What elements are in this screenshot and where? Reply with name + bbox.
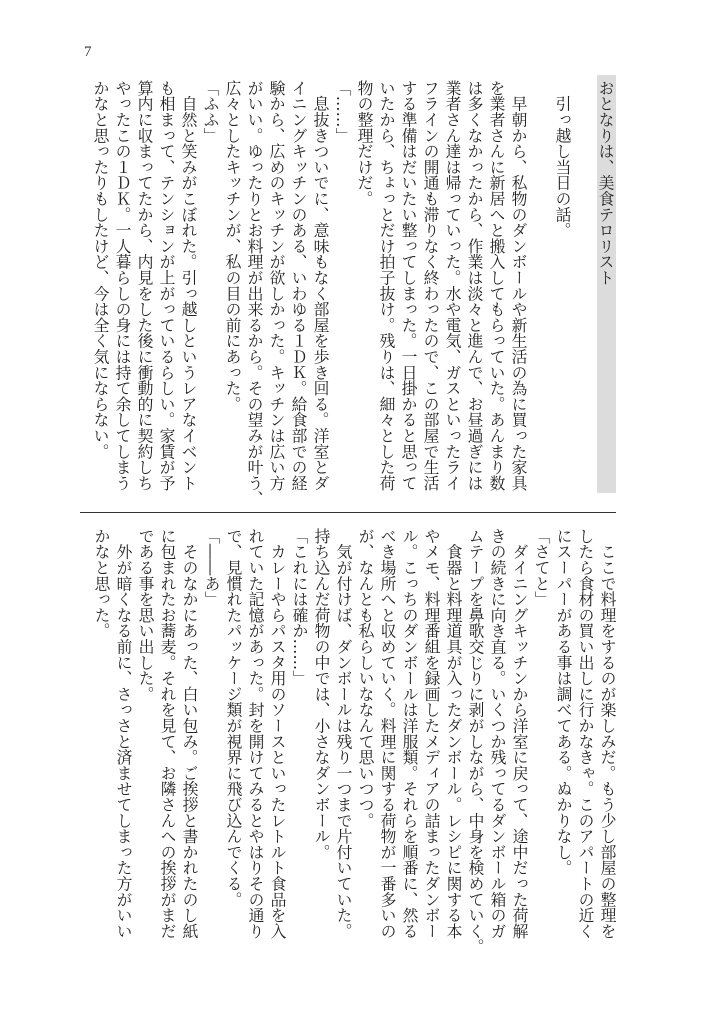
- text-column: やったこの１ＤＫ。一人暮らしの身には持て余してしまう: [113, 80, 132, 491]
- upper-text-block: [89, 80, 618, 507]
- text-column: べき場所へと収めていく。料理に関する荷物が一番多いの: [378, 528, 397, 939]
- page-number: 7: [84, 44, 92, 60]
- section-divider: [80, 512, 616, 513]
- blank-line: [529, 80, 551, 495]
- text-column: する準備はだいたい整ってしまった。一日掛かると思って: [399, 80, 418, 491]
- running-header: おとなりは、美食テロリスト: [597, 75, 616, 493]
- text-column: 早朝から、私物のダンボールや新生活の為に買った家具: [509, 80, 528, 491]
- text-column: 広々としたキッチンが、私の目の前にあった。: [223, 80, 242, 412]
- text-column: 持ち込んだ荷物の中では、小さなダンボール。: [312, 528, 331, 860]
- text-column: がいい。ゆったりとお料理が出来るから。その望みが叶う、: [245, 80, 264, 507]
- text-column: である事を思い出した。: [136, 528, 155, 702]
- text-column: イニングキッチンのある、いわゆる１ＤＫ。給食部での経: [289, 80, 308, 491]
- text-column: ダイニングキッチンから洋室に戻って、途中だった荷解: [510, 528, 529, 939]
- text-column: 験から、広めのキッチンが欲しかった。キッチンは広い方: [267, 80, 286, 491]
- text-column: で、見慣れたパッケージ類が視界に飛び込んでくる。: [224, 528, 243, 908]
- header-spacer: [573, 80, 595, 495]
- text-column: 外が暗くなる前に、さっさと済ませてしまった方がいい: [114, 528, 133, 939]
- text-column: 業者さん達は帰っていった。水や電気、ガスといったライ: [443, 80, 462, 491]
- text-column: 「さてと」: [532, 528, 551, 607]
- text-column: きの続きに向き直る。いくつか残ってるダンボール箱のガ: [488, 528, 507, 939]
- text-column: 気が付けば、ダンボールは残り一つまで片付いていた。: [334, 528, 353, 939]
- text-column: 物の整理だけだ。: [355, 80, 374, 207]
- text-column: れていた記憶があった。封を開けてみるとやはりその通り: [246, 528, 265, 939]
- text-column: を業者さんに新居へと搬入してもらっていた。あんまり数: [487, 80, 506, 491]
- lower-text-block: [90, 528, 618, 958]
- text-column: 「ふふ」: [201, 80, 220, 144]
- text-column: かなと思った。: [92, 528, 111, 639]
- text-column: ここで料理をするのが楽しみだ。もう少し部屋の整理を: [598, 528, 617, 939]
- text-column: カレーやらパスタ用のソースといったレトルト食品を入: [268, 528, 287, 939]
- text-column: したら食材の買い出しに行かなきゃ。このアパートの近く: [576, 528, 595, 939]
- text-column: いたから、ちょっとだけ拍子抜け。残りは、細々とした荷: [377, 80, 396, 491]
- text-column: にスーパーがある事は調べてある。ぬかりなし。: [554, 528, 573, 876]
- text-column: フラインの開通も滞りなく終わったので、この部屋で生活: [421, 80, 440, 491]
- text-column: ムテープを鼻歌交じりに剥がしながら、中身を検めていく。: [466, 528, 485, 955]
- text-column: 「――あ」: [202, 528, 221, 607]
- text-column: 自然と笑みがこぼれた。引っ越しというレアなイベント: [179, 80, 198, 491]
- text-column: に包まれたお蕎麦。それを見て、お隣さんへの挨拶がまだ: [158, 528, 177, 939]
- text-column: 「……」: [333, 80, 352, 144]
- text-column: が、なんとも私らしいななんて思いつつ。: [356, 528, 375, 829]
- text-column: かなと思ったりもしたけど、今は全く気にならない。: [91, 80, 110, 460]
- text-column: ル。こっちのダンボールは洋服類。それらを順番に、然る: [400, 528, 419, 939]
- text-column: 食器と料理道具が入ったダンボール。レシピに関する本: [444, 528, 463, 939]
- text-column: は多くなかったから、作業は淡々と進んで、お昼過ぎには: [465, 80, 484, 491]
- text-column: 息抜きついでに、意味もなく部屋を歩き回る。洋室とダ: [311, 80, 330, 491]
- text-column: 引っ越し当日の話。: [553, 80, 572, 238]
- text-column: やメモ、料理番組を録画したメディアの詰まったダンボー: [422, 528, 441, 939]
- text-column: 算内に収まってたから、内見をした後に衝動的に契約しち: [135, 80, 154, 491]
- text-column: そのなかにあった、白い包み。ご挨拶と書かれたのし紙: [180, 528, 199, 939]
- text-column: 「これには確か……」: [290, 528, 309, 686]
- text-column: も相まって、テンションが上がっているらしい。家賃が予: [157, 80, 176, 491]
